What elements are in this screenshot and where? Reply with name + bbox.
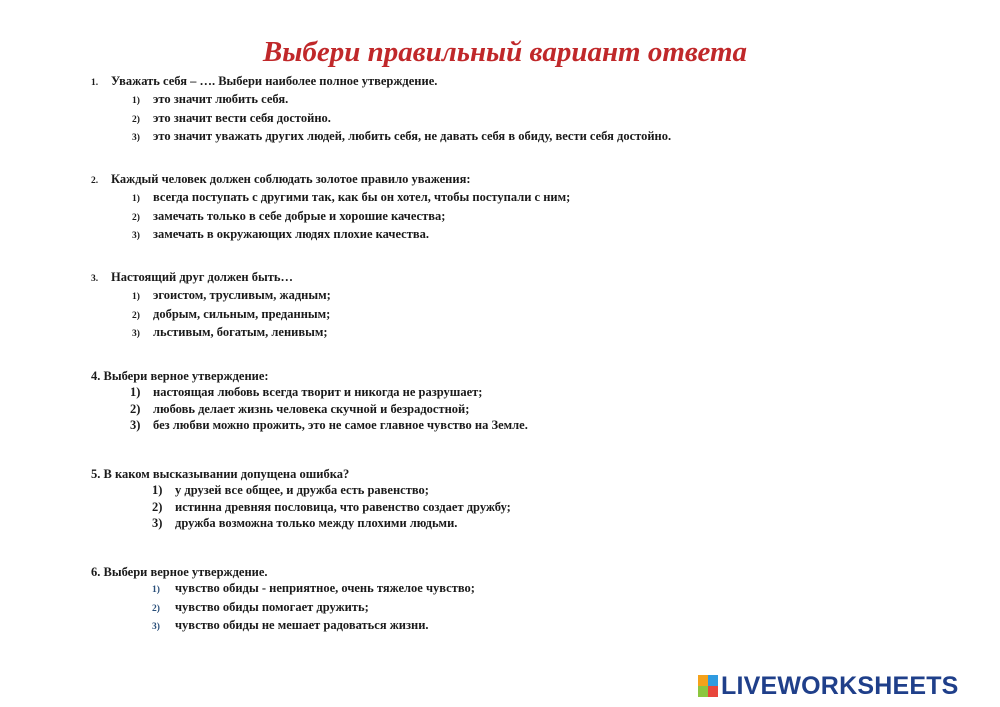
option-number: 1) [132, 292, 140, 303]
question-prompt [91, 73, 671, 91]
question-number: 2. [91, 176, 99, 186]
option-text: это значит любить себя. [153, 92, 289, 107]
question-text: В каком высказывании допущена ошибка? [103, 467, 350, 481]
question-5 [91, 466, 511, 531]
option-text: без любви можно прожить, это не самое главное чувство на Земле. [153, 417, 528, 432]
question-number: 4. [91, 369, 101, 383]
option-number: 1) [152, 483, 163, 498]
question-prompt [91, 171, 570, 189]
question-prompt [91, 564, 475, 580]
question-number: 6. [91, 565, 101, 579]
option-number: 3) [132, 230, 140, 241]
question-prompt [91, 269, 331, 287]
question-number: 3. [91, 274, 99, 284]
question-prompt [91, 368, 528, 384]
answer-option[interactable] [91, 128, 671, 146]
question-6 [91, 564, 475, 635]
option-text: чувство обиды помогает дружить; [175, 599, 369, 614]
option-text: чувство обиды - неприятное, очень тяжелое чувство; [175, 581, 475, 596]
option-number: 2) [132, 212, 140, 223]
option-text: замечать только в себе добрые и хорошие качества; [153, 208, 446, 223]
option-text: истинна древняя пословица, что равенство создает дружбу; [175, 499, 511, 514]
answer-option[interactable] [91, 617, 475, 635]
option-number: 2) [152, 603, 160, 614]
option-number: 1) [152, 585, 160, 596]
option-number: 2) [132, 310, 140, 321]
liveworksheets-logo-icon [698, 675, 718, 697]
question-text: Уважать себя – …. Выбери наиболее полное утверждение. [111, 74, 438, 88]
question-text: Выбери верное утверждение. [103, 565, 268, 579]
question-number: 1. [91, 78, 99, 88]
answer-option[interactable] [91, 189, 570, 207]
liveworksheets-logo [698, 672, 959, 700]
option-text: замечать в окружающих людях плохие качества. [153, 226, 429, 241]
answer-option[interactable] [91, 580, 475, 598]
option-text: дружба возможна только между плохими людьми. [175, 515, 458, 530]
question-2 [91, 171, 570, 244]
option-text: это значит уважать других людей, любить себя, не давать себя в обиду, вести себя достойно. [153, 128, 672, 143]
option-number: 3) [132, 132, 140, 143]
question-prompt [91, 466, 511, 482]
answer-option[interactable] [91, 417, 528, 433]
question-3 [91, 269, 331, 342]
option-text: льстивым, богатым, ленивым; [153, 324, 328, 339]
option-number: 1) [132, 194, 140, 205]
logo-square [698, 675, 708, 686]
answer-option[interactable] [91, 208, 570, 226]
answer-option[interactable] [91, 91, 671, 109]
answer-option[interactable] [91, 599, 475, 617]
question-text: Настоящий друг должен быть… [111, 270, 293, 284]
question-number: 5. [91, 467, 101, 481]
option-text: эгоистом, трусливым, жадным; [153, 288, 331, 303]
answer-option[interactable] [91, 324, 331, 342]
option-text: любовь делает жизнь человека скучной и безрадостной; [153, 401, 470, 416]
question-text: Выбери верное утверждение: [103, 369, 269, 383]
answer-option[interactable] [91, 306, 331, 324]
question-4 [91, 368, 528, 433]
option-text: настоящая любовь всегда творит и никогда не разрушает; [153, 385, 483, 400]
option-text: у друзей все общее, и дружба есть равенство; [175, 483, 429, 498]
logo-square [708, 686, 718, 697]
answer-option[interactable] [91, 482, 511, 498]
option-number: 1) [130, 385, 141, 400]
option-text: всегда поступать с другими так, как бы он хотел, чтобы поступали с ним; [153, 190, 571, 205]
option-number: 3) [132, 328, 140, 339]
page-title: Выбери правильный вариант ответа [262, 36, 748, 68]
option-number: 2) [132, 114, 140, 125]
question-text: Каждый человек должен соблюдать золотое правило уважения: [111, 172, 471, 186]
option-text: добрым, сильным, преданным; [153, 306, 331, 321]
answer-option[interactable] [91, 499, 511, 515]
answer-option[interactable] [91, 287, 331, 305]
answer-option[interactable] [91, 110, 671, 128]
answer-option[interactable] [91, 401, 528, 417]
option-number: 3) [130, 417, 141, 432]
answer-option[interactable] [91, 515, 511, 531]
option-number: 3) [152, 621, 160, 632]
logo-square [708, 675, 718, 686]
option-number: 3) [152, 515, 163, 530]
option-text: это значит вести себя достойно. [153, 110, 331, 125]
answer-option[interactable] [91, 226, 570, 244]
logo-text: LIVEWORKSHEETS [721, 672, 959, 700]
option-number: 1) [132, 96, 140, 107]
option-text: чувство обиды не мешает радоваться жизни. [175, 617, 429, 632]
answer-option[interactable] [91, 384, 528, 400]
option-number: 2) [152, 499, 163, 514]
logo-square [698, 686, 708, 697]
question-1 [91, 73, 671, 146]
option-number: 2) [130, 401, 141, 416]
